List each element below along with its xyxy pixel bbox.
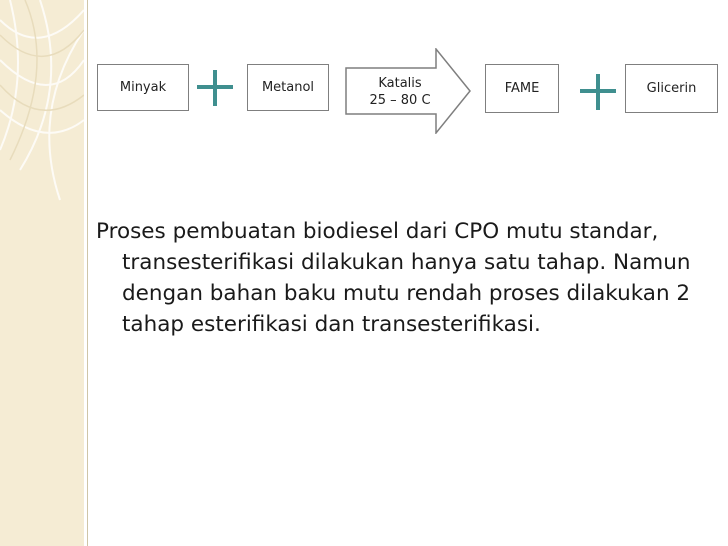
catalyst-label [350, 75, 450, 109]
node-glicerin-label: Glicerin [646, 81, 697, 96]
body-paragraph: Proses pembuatan biodiesel dari CPO mutu standar, transesterifikasi dilakukan hanya satu tahap. Namun dengan bahan baku mutu rendah proses dilakukan 2 tahap esterifikasi dan transesterifikasi. [96, 219, 691, 337]
plus-icon-bar [596, 74, 600, 110]
node-fame [485, 64, 559, 113]
plus-icon-bar [213, 70, 217, 106]
catalyst-name: Katalis [378, 76, 422, 91]
plus-icon [197, 70, 233, 106]
node-glicerin [625, 64, 718, 113]
node-fame-label: FAME [504, 81, 540, 96]
node-minyak-label: Minyak [119, 80, 167, 95]
node-metanol [247, 64, 329, 111]
node-metanol-label: Metanol [261, 80, 315, 95]
catalyst-temperature: 25 – 80 C [369, 93, 431, 108]
decorative-curves-icon [0, 0, 84, 546]
node-minyak [97, 64, 189, 111]
decorative-side-panel [0, 0, 84, 546]
plus-icon [580, 74, 616, 110]
